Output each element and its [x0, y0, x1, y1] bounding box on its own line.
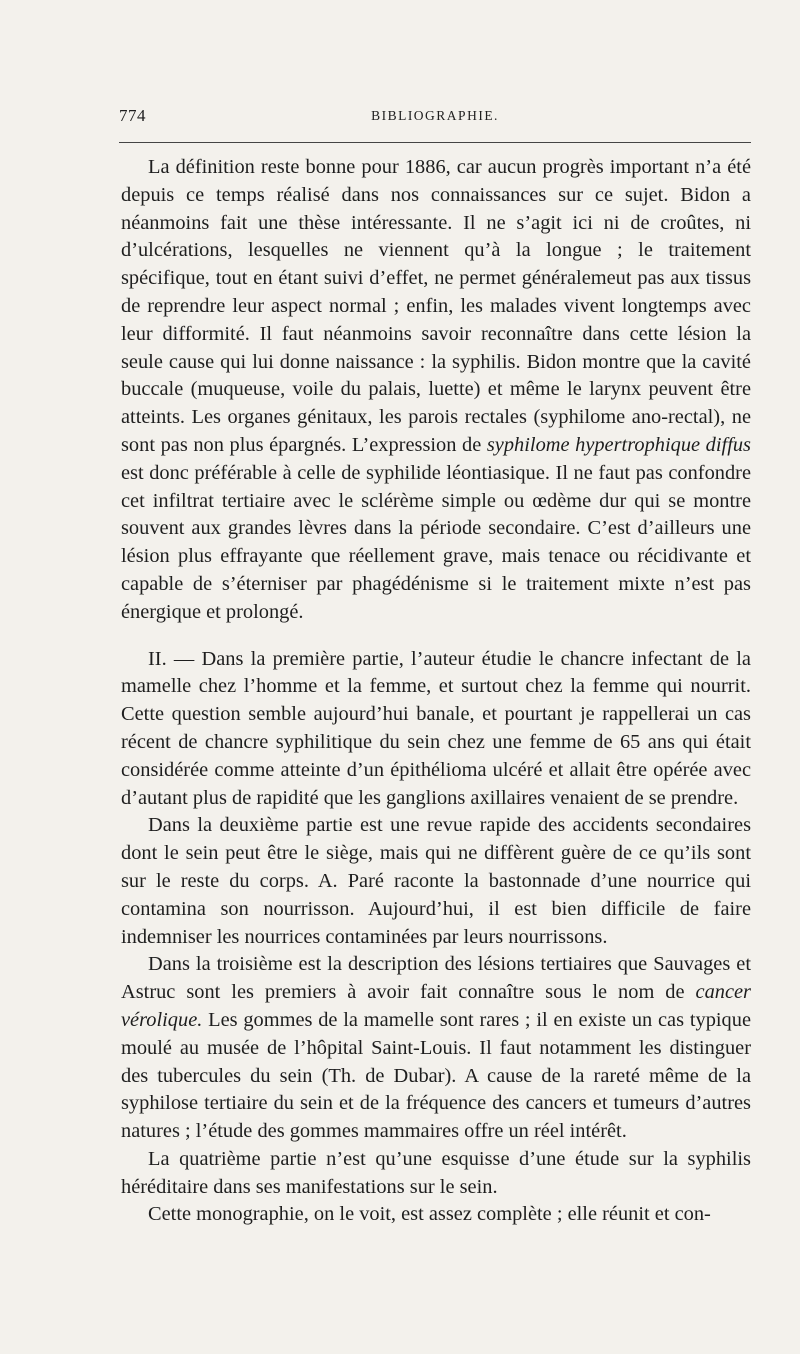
paragraph-5: La quatrième partie n’est qu’une esquisse d’une étude sur la syphilis héréditaire dans ses manifestations sur le sein. [121, 1147, 751, 1198]
page-number: 774 [119, 106, 146, 125]
paragraph-1 [121, 154, 751, 627]
paragraph-4-text-a: Dans la troisième est la description des lésions tertiaires que Sauvages et Astruc sont les premiers à avoir fait connaître sous le nom de [121, 953, 751, 1004]
paragraph-1-text-b: est donc préférable à celle de syphilide léontiasique. Il ne faut pas confondre cet infiltrat tertiaire avec le sclérème simple ou œdème dur qui se montre souvent aux grandes lèvres dans la période secondaire. C’est d’ailleurs une lésion plus effrayante que réellement grave, mais tenace ou récidivante et capable de s’éterniser par phagédénisme si le traitement mixte n’est pas énergique et prolongé. [121, 461, 751, 623]
paragraph-6: Cette monographie, on le voit, est assez complète ; elle réunit et con- [148, 1203, 711, 1226]
paragraph-1-italic-term: syphilome hypertrophique diffus [486, 433, 751, 456]
header-rule [119, 142, 751, 143]
body-text [121, 154, 751, 1229]
paragraph-4-italic-term: cancer vérolique. [121, 981, 751, 1031]
paragraph-4 [121, 951, 751, 1146]
paragraph-4-text-b: Les gommes de la mamelle sont rares ; il en existe un cas typique moulé au musée de l’hôpital Saint-Louis. Il faut notamment les distinguer des tubercules du sein (Th. de Dubar). A cause de la rareté même de la syphilose tertiaire du sein et de la fréquence des cancers et tumeurs d’autres natures ; l’étude des gommes mammaires offre un réel intérêt. [121, 1008, 751, 1143]
page-header [119, 106, 751, 128]
paragraph-3: Dans la deuxième partie est une revue rapide des accidents secondaires dont le sein peut être le siège, mais qui ne diffèrent guère de ce qu’ils sont sur le reste du corps. A. Paré raconte la bastonnade d’une nourrice qui contamina son nourrisson. Aujourd’hui, il est bien difficile de faire indemniser les nourrices contaminées par leurs nourrissons. [121, 814, 751, 948]
paragraph-2: II. — Dans la première partie, l’auteur étudie le chancre infectant de la mamelle chez l’homme et la femme, et surtout chez la femme qui nourrit. Cette question semble aujourd’hui banale, et pourtant je rappellerai un cas récent de chancre syphilitique du sein chez une femme de 65 ans qui était considérée comme atteinte d’un épithélioma ulcéré et allait être opérée avec d’autant plus de rapidité que les ganglions axillaires venaient de se prendre. [121, 647, 751, 809]
running-head: BIBLIOGRAPHIE. [371, 108, 499, 123]
paragraph-1-text-a: La définition reste bonne pour 1886, car aucun progrès important n’a été depuis ce temps réalisé dans nos connaissances sur ce sujet. Bidon a néanmoins fait une thèse intéressante. Il ne s’agit ici ni de croûtes, ni d’ulcérations, lesquelles ne viennent qu’à la longue ; le traitement spécifique, tout en étant suivi d’effet, ne permet généralemeut pas aux tissus de reprendre leur aspect normal ; enfin, les malades vivent longtemps avec leur difformité. Il faut néanmoins savoir reconnaître dans cette lésion la seule cause qui lui donne naissance : la syphilis. Bidon montre que la cavité buccale (muqueuse, voile du palais, luette) et même le larynx peuvent être atteints. Les organes génitaux, les parois rectales (syphilome ano-rectal), ne sont pas non plus épargnés. L’expression de [121, 156, 751, 456]
